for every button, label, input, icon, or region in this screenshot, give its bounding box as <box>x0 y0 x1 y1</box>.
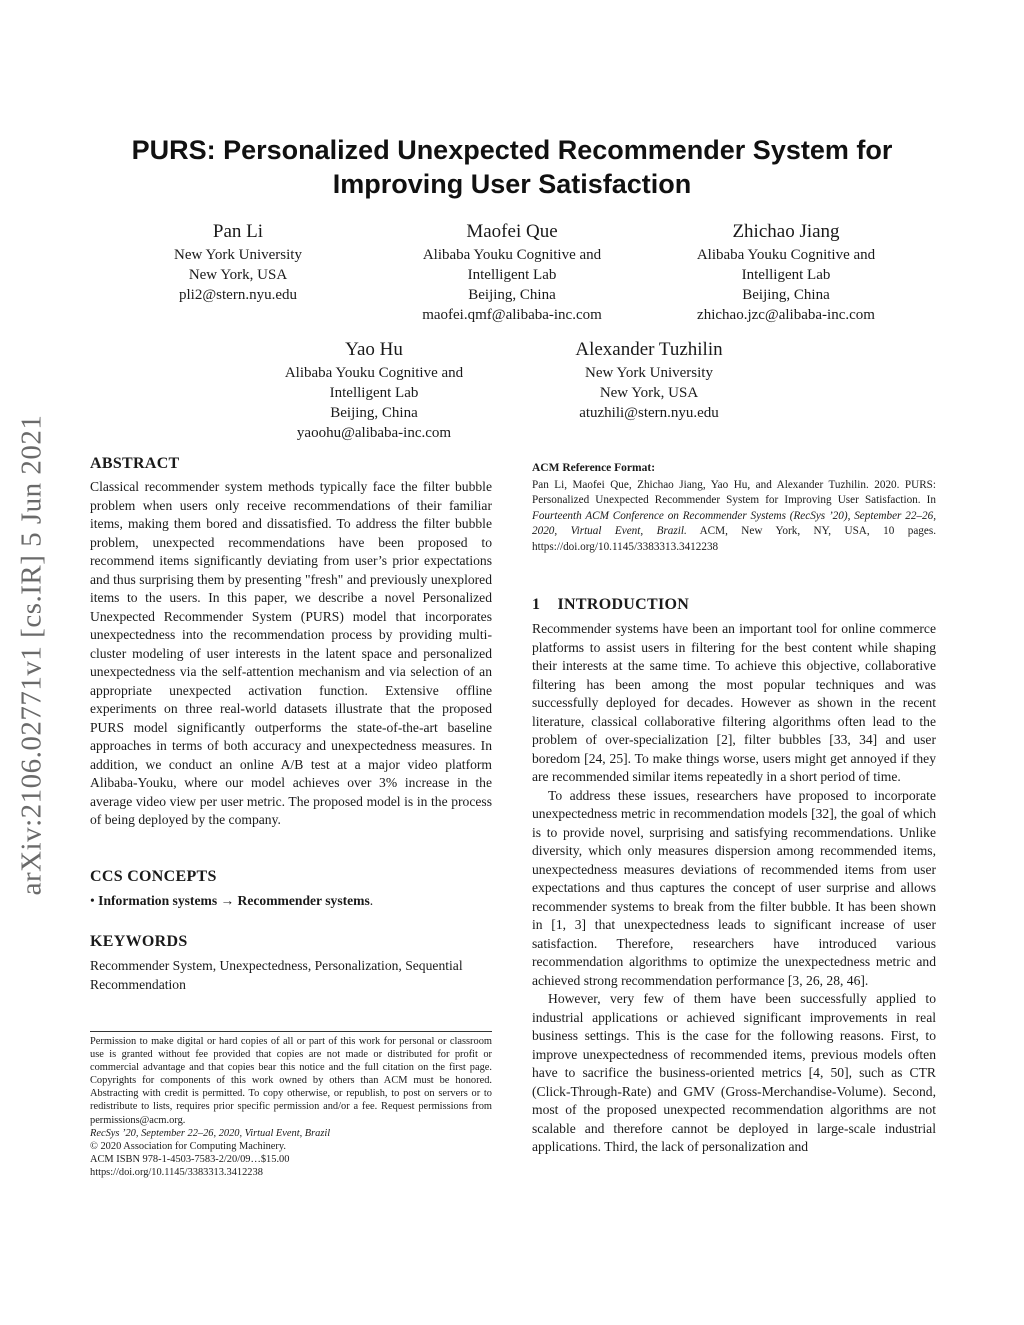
abstract-text: Classical recommender system methods typically face the filter bubble problem when users only receive recommendations of their familiar items, making them bored and dissatisfied. To address the filter bubble problem, unexpected recommendations have been proposed to recommend items significantly deviating from user’s prior expectations and thus surprising them by presenting "fresh" and previously unexplored items to the users. In this paper, we describe a novel Personalized Unexpected Recommender System (PURS) model that incorporates unexpectedness into the recommendation process by providing multi-cluster modeling of user interests in the latent space and personalized unexpectedness via the self-attention mechanism and via selection of an appropriate unexpected activation function. Extensive offline experiments on three real-world datasets illustrate that the proposed PURS model significantly outperforms the state-of-the-art baseline approaches in terms of both accuracy and unexpectedness measures. In addition, we conduct an online A/B test at a major video platform Alibaba-Youku, where our model achieves over 3% increase in the average video view per user metric. The proposed model is in the process of being deployed by the company. <box>90 479 492 827</box>
isbn-line: ACM ISBN 978-1-4503-7583-2/20/09…$15.00 <box>90 1153 290 1165</box>
doi-link[interactable]: https://doi.org/10.1145/3383313.3412238 <box>90 1166 263 1178</box>
ccs-section <box>90 867 492 911</box>
ccs-concepts <box>90 892 492 911</box>
author-affiliation: Intelligent Lab <box>467 267 557 283</box>
author-location: Beijing, China <box>468 287 556 303</box>
copyright-line: © 2020 Association for Computing Machinery. <box>90 1140 286 1152</box>
author-email: atuzhili@stern.nyu.edu <box>579 405 719 421</box>
introduction-section <box>532 595 936 1157</box>
footnote-divider <box>90 1031 492 1032</box>
paper-title: PURS: Personalized Unexpected Recommender System for Improving User Satisfaction <box>131 135 893 199</box>
author-name: Alexander Tuzhilin <box>575 339 723 360</box>
acm-reference-heading: ACM Reference Format: <box>532 462 656 474</box>
author-affiliation: New York University <box>174 247 302 263</box>
author-name: Zhichao Jiang <box>732 221 840 242</box>
arrow-icon: → <box>220 893 235 908</box>
author-email: pli2@stern.nyu.edu <box>179 287 297 303</box>
arxiv-stamp <box>2 380 62 930</box>
acm-reference-text: Pan Li, Maofei Que, Zhichao Jiang, Yao Hu, and Alexander Tuzhilin. 2020. PURS: Personalized Unexpected Recommender System for Improving User Satisfaction. In Fourteenth ACM Conference on Recommender Systems (RecSys ’20), September 22–26, 2020, Virtual Event, Brazil. ACM, New York, NY, USA, 10 pages. https://doi.org/10.1145/3383313.3412238 <box>532 479 936 553</box>
conference-line: RecSys ’20, September 22–26, 2020, Virtual Event, Brazil <box>90 1127 331 1139</box>
footnote <box>90 1035 492 1179</box>
ccs-period: . <box>369 893 374 908</box>
author-block <box>254 337 494 443</box>
arxiv-id: arXiv:2106.02771v1 [cs.IR] 5 Jun 2021 <box>15 414 48 896</box>
author-location: Beijing, China <box>742 287 830 303</box>
author-affiliation: Intelligent Lab <box>329 385 419 401</box>
author-affiliation: Alibaba Youku Cognitive and <box>696 247 876 263</box>
author-block <box>529 337 769 423</box>
ccs-item: Information systems <box>98 893 218 908</box>
ccs-item: Recommender systems <box>237 893 370 908</box>
author-location: Beijing, China <box>330 405 418 421</box>
author-affiliation: Alibaba Youku Cognitive and <box>284 365 464 381</box>
author-name: Pan Li <box>212 221 264 242</box>
author-affiliation: New York University <box>585 365 713 381</box>
author-name: Maofei Que <box>466 221 558 242</box>
author-email: maofei.qmf@alibaba-inc.com <box>422 307 602 323</box>
intro-paragraph: To address these issues, researchers have proposed to incorporate unexpectedness metric in recommendation models [32], the goal of which is to provide novel, surprising and satisfying recommendations. Unlike diversity, which only measures dispersion among recommended items, unexpectedness measures deviations of recommended items from user expectations and thus captures the concept of user surprise and allows recommender systems to break from the filter bubble. It has been shown in [1, 3] that unexpectedness leads to significant increase of user satisfaction. Therefore, researchers have introduced various recommendation algorithms to optimize the unexpectedness metric and achieved strong recommendation performance [3, 26, 28, 46]. <box>532 787 936 988</box>
intro-paragraph: Recommender systems have been an important tool for online commerce platforms to assist users in filtering for the best content while shaping their interests at the same time. To achieve this objective, collaborative filtering has been among the most popular techniques and was successfully deployed for decades. However as shown in the recent literature, classical collaborative filtering algorithms often lead to the problem of over-specialization [2], filter bubbles [33, 34] and user boredom [24, 25]. To make things worse, users might get annoyed if they are recommended similar items repeatedly in a short period of time. <box>532 621 936 784</box>
author-block <box>392 219 632 325</box>
abstract-section <box>90 454 492 830</box>
author-email: yaoohu@alibaba-inc.com <box>296 425 452 441</box>
author-email: zhichao.jzc@alibaba-inc.com <box>697 307 875 323</box>
author-name: Yao Hu <box>345 339 403 360</box>
author-location: New York, USA <box>188 267 288 283</box>
author-block <box>118 219 358 305</box>
keywords-text: Recommender System, Unexpectedness, Personalization, Sequential Recommendation <box>90 958 463 992</box>
author-block <box>666 219 906 325</box>
permission-notice: Permission to make digital or hard copies of all or part of this work for personal or classroom use is granted without fee provided that copies are not made or distributed for profit or commercial advantage and that copies bear this notice and the full citation on the first page. Copyrights for components of this work owned by others than ACM must be honored. Abstracting with credit is permitted. To copy otherwise, or republish, to post on servers or to redistribute to lists, requires prior specific permission and/or a fee. Request permissions from permissions@acm.org. <box>90 1036 492 1126</box>
ccs-heading: CCS CONCEPTS <box>90 868 217 885</box>
author-affiliation: Intelligent Lab <box>741 267 831 283</box>
abstract-heading: ABSTRACT <box>90 455 180 472</box>
keywords-section <box>90 932 492 994</box>
author-affiliation: Alibaba Youku Cognitive and <box>422 247 602 263</box>
acm-reference <box>532 458 936 555</box>
author-location: New York, USA <box>599 385 699 401</box>
intro-paragraph: However, very few of them have been successfully applied to industrial applications or achieved significant improvements in real business settings. This is the case for the following reasons. First, to improve unexpectedness of recommended items, previous models often have to sacrifice the business-oriented metrics [4, 50], such as CTR (Click-Through-Rate) and GMV (Gross-Merchandise-Volume). Second, most of the proposed unexpected recommendation algorithms are not scalable and therefore cannot be deployed in large-scale industrial applications. Third, the lack of personalization and <box>532 991 936 1154</box>
ccs-bullet: • <box>90 893 95 908</box>
keywords-heading: KEYWORDS <box>90 933 188 950</box>
introduction-heading: 1 INTRODUCTION <box>532 596 690 613</box>
